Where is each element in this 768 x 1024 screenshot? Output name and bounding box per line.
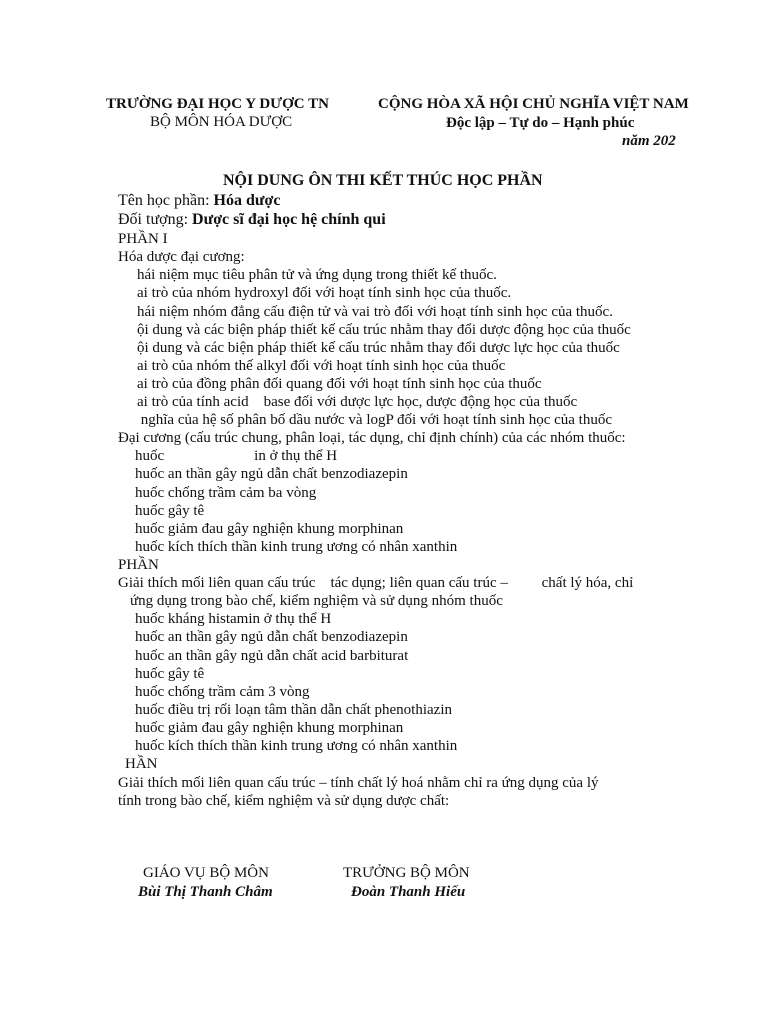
audience-line bbox=[118, 212, 386, 228]
list-item: huốc in ở thụ thể H bbox=[135, 448, 338, 464]
list-item: huốc giảm đau gây nghiện khung morphinan bbox=[135, 720, 404, 736]
list-item: nghĩa của hệ số phân bố dầu nước và logP đối với hoạt tính sinh học của thuốc bbox=[137, 412, 613, 428]
list-item: huốc gây tê bbox=[135, 503, 205, 519]
right-signature-name: Đoàn Thanh Hiếu bbox=[351, 884, 466, 900]
part3-heading: HẦN bbox=[125, 756, 158, 772]
part3-text-line1: Giải thích mối liên quan cấu trúc – tính chất lý hoá nhằm chỉ ra ứng dụng của lý bbox=[118, 775, 599, 791]
list-item: huốc giảm đau gây nghiện khung morphinan bbox=[135, 521, 404, 537]
part2-intro-line1: Giải thích mối liên quan cấu trúc tác dụng; liên quan cấu trúc – chất lý hóa, chỉ bbox=[118, 575, 634, 591]
list-item: ai trò của tính acid base đối với dược lực học, dược động học của thuốc bbox=[137, 394, 578, 410]
course-line bbox=[118, 193, 280, 209]
part3-text-line2: tính trong bào chế, kiểm nghiệm và sử dụng dược chất: bbox=[118, 793, 450, 809]
list-item: huốc an thần gây ngủ dẫn chất benzodiazepin bbox=[135, 629, 408, 645]
list-item: ai trò của đồng phân đối quang đối với hoạt tính sinh học của thuốc bbox=[137, 376, 542, 392]
list-item: huốc gây tê bbox=[135, 666, 205, 682]
list-item: huốc chống trầm cảm 3 vòng bbox=[135, 684, 310, 700]
part2-heading: PHẦN bbox=[118, 557, 159, 573]
page-title: NỘI DUNG ÔN THI KẾT THÚC HỌC PHẦN bbox=[223, 172, 543, 189]
list-item: huốc kích thích thần kinh trung ương có nhân xanthin bbox=[135, 738, 458, 754]
part1-section2-title: Đại cương (cấu trúc chung, phân loại, tác dụng, chỉ định chính) của các nhóm thuốc: bbox=[118, 430, 626, 446]
audience-value: Dược sĩ đại học hệ chính qui bbox=[192, 211, 386, 228]
list-item: ai trò của nhóm hydroxyl đối với hoạt tính sinh học của thuốc. bbox=[137, 285, 512, 301]
right-signature-role: TRƯỞNG BỘ MÔN bbox=[343, 865, 470, 881]
school-name: TRƯỜNG ĐẠI HỌC Y DƯỢC TN bbox=[106, 96, 329, 112]
part2-intro-line2: ứng dụng trong bào chế, kiểm nghiệm và sử dụng nhóm thuốc bbox=[130, 593, 503, 609]
course-label: Tên học phần: bbox=[118, 192, 214, 209]
list-item: ội dung và các biện pháp thiết kế cấu trúc nhằm thay đổi dược động học của thuốc bbox=[137, 322, 631, 338]
course-value: Hóa dược bbox=[213, 192, 281, 209]
national-slogan: Độc lập – Tự do – Hạnh phúc bbox=[446, 115, 635, 131]
part1-heading: PHẦN I bbox=[118, 231, 168, 247]
audience-label: Đối tượng: bbox=[118, 211, 193, 228]
list-item: ai trò của nhóm thế alkyl đối với hoạt tính sinh học của thuốc bbox=[137, 358, 506, 374]
department-name: BỘ MÔN HÓA DƯỢC bbox=[150, 114, 293, 130]
list-item: huốc an thần gây ngủ dẫn chất acid barbiturat bbox=[135, 648, 409, 664]
list-item: hái niệm mục tiêu phân tử và ứng dụng trong thiết kế thuốc. bbox=[137, 267, 497, 283]
list-item: huốc chống trầm cảm ba vòng bbox=[135, 485, 317, 501]
left-signature-name: Bùi Thị Thanh Châm bbox=[138, 884, 273, 900]
list-item: huốc an thần gây ngủ dẫn chất benzodiazepin bbox=[135, 466, 408, 482]
part1-section1-title: Hóa dược đại cương: bbox=[118, 249, 245, 265]
list-item: huốc kích thích thần kinh trung ương có nhân xanthin bbox=[135, 539, 458, 555]
list-item: huốc kháng histamin ở thụ thể H bbox=[135, 611, 332, 627]
left-signature-role: GIÁO VỤ BỘ MÔN bbox=[143, 865, 269, 881]
date-line: năm 202 bbox=[622, 133, 676, 149]
list-item: hái niệm nhóm đẳng cấu điện tử và vai trò đối với hoạt tính sinh học của thuốc. bbox=[137, 304, 613, 320]
national-motto: CỘNG HÒA XÃ HỘI CHỦ NGHĨA VIỆT NAM bbox=[378, 96, 689, 112]
list-item: ội dung và các biện pháp thiết kế cấu trúc nhằm thay đổi dược lực học của thuốc bbox=[137, 340, 620, 356]
list-item: huốc điều trị rối loạn tâm thần dẫn chất phenothiazin bbox=[135, 702, 452, 718]
